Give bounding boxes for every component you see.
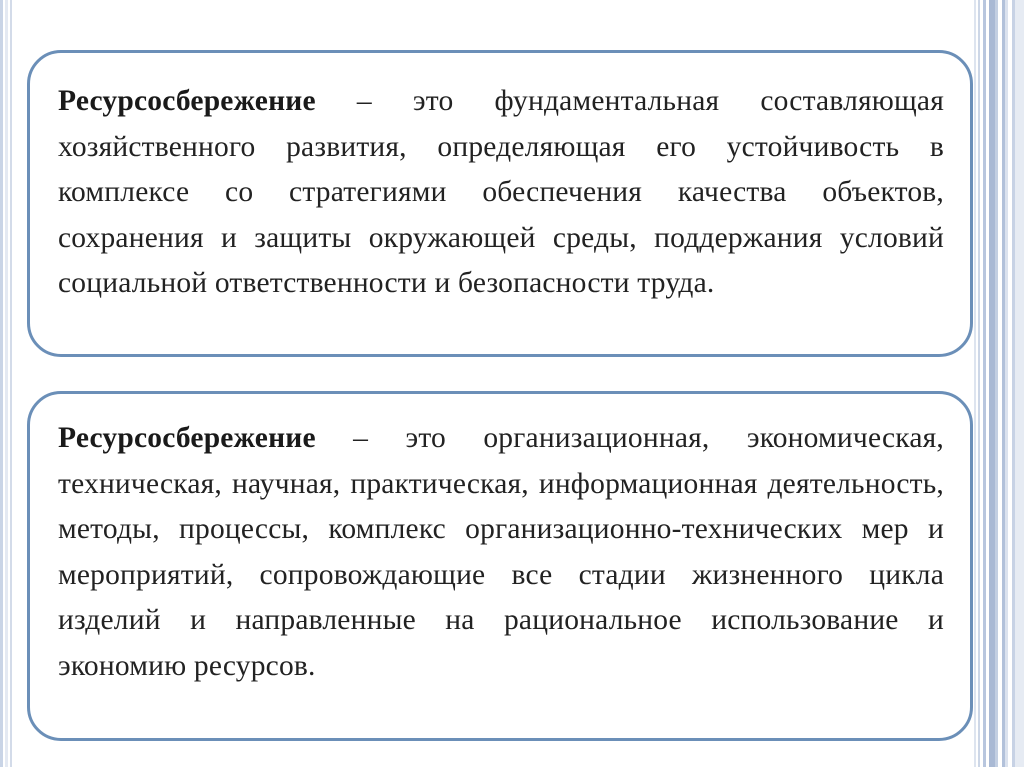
definition-text-2 [58,416,944,689]
left-edge-decoration [0,0,14,767]
definition-term-1: Ресурсосбережение [58,85,316,117]
definition-box-2 [27,391,973,741]
definition-body-2: – это организационная, экономическая, техническая, научная, практическая, информационная деятельность, методы, процессы, комплекс организационно-технических мер и мероприятий, сопровождающие все стадии жизненного цикла изделий и направленные на рациональное использование и экономию ресурсов. [58,422,944,682]
definition-text-1 [58,79,944,307]
definition-box-1 [27,50,973,357]
definition-body-1: – это фундаментальная составляющая хозяйственного развития, определяющая его устойчивость в комплексе со стратегиями обеспечения качества объектов, сохранения и защиты окружающей среды, поддержания условий социальной ответственности и безопасности труда. [58,85,944,299]
right-frame-decoration [974,0,1024,767]
definition-term-2: Ресурсосбережение [58,422,316,454]
